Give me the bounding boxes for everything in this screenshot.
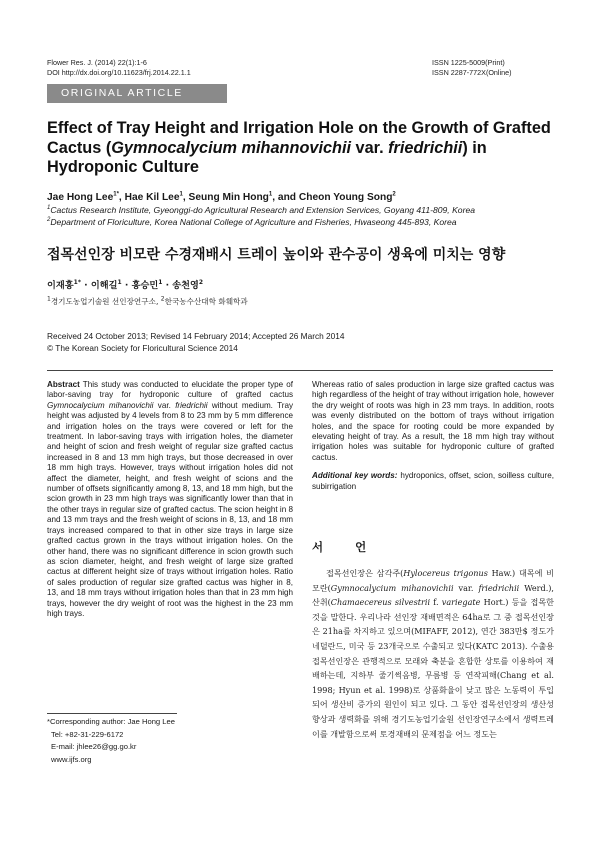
article-dates [47, 330, 567, 354]
intro-text: var. [453, 582, 479, 593]
abstract-variety: friedrichii [175, 400, 208, 410]
author-list [47, 191, 567, 204]
abstract-column-left [47, 380, 293, 619]
abstract-continuation: Whereas ratio of sales production in large size grafted cactus was high regardless of the height of tray without irrigation hole, however the dry weight of roots was high in 23 mm trays. In addition, roots was evenly distributed on the bottom of trays without irrigation holes, and the space for rooting could be more expanded by elevating height of tray. As a result, the 18 mm high tray without irrigation holes was suitable for hydroponic culture of grafted cactus. [312, 380, 554, 462]
affiliations [47, 205, 567, 228]
intro-text: Werd.), 산취( [312, 582, 555, 608]
ko-affiliation-1: 경기도농업기술원 선인장연구소, [50, 297, 161, 306]
author-1-sup: 1* [113, 191, 119, 198]
journal-line: Flower Res. J. (2014) 22(1):1-6 [47, 58, 147, 67]
author-sep: , [182, 192, 189, 203]
author-sep: , [118, 192, 125, 203]
intro-species: Hylocereus trigonus [403, 568, 488, 578]
author-2: Hae Kil Lee [124, 192, 180, 203]
keywords [312, 471, 554, 492]
intro-text: Hort.) 등을 접목한 것을 말한다. 우리나라 선인장 재배면적은 64ha로 그 중 접목선인장은 21ha를 차지하고 있으며(MIFAFF, 2012), 연간 383만$ 정도가 네덜란드, 미국 등 23개국으로 수출되고 있다(KATC 2013). 수출용 접목선인장은 관행적으로 모래와 축분을 혼합한 상토를 이용하여 재배하는데, 지하부 줄기썩음병, 무름병 등 연작피해(Chang et al. 1998; Hyun et al. 1998)로 상품화율이 낮고 많은 노동력이 투입되어 생산비 증가의 원인이 되고 있다. 그 동안 접목선인장의 생산성 향상과 생력화를 위해 경기도농업기술원 선인장연구소에서 생력트레이를 개발함으로써 토경재배의 문제점을 어느 정도는 [312, 597, 554, 739]
affiliation-1-sup: 1 [47, 205, 51, 212]
affiliation-2 [47, 217, 567, 229]
author-1: Jae Hong Lee [47, 192, 114, 203]
keywords-text: hydroponics, offset, scion, soilless culture, subirrigation [312, 471, 554, 491]
ko-author-4: 송천영 [172, 280, 199, 291]
ko-author-sep: · [80, 280, 91, 291]
ko-author-3: 홍승민 [131, 280, 159, 291]
affiliation-1-text: Cactus Research Institute, Gyeonggi-do Agricultural Research and Extension Services, Goyang 411-809, Korea [50, 205, 476, 215]
abstract-text-3: without medium. Tray height was adjusted by 4 levels from 8 to 23 mm by 5 mm difference and irrigation holes on the trays were covered or left for the treatment. In labor-saving trays with irrigation holes, the diameter and height of scion and fresh weight of regular size grafted cactus increased in 8 and 13 mm high trays, but those decreased in over 18 mm high trays. However, trays without irrigation holes did not affect the diameter, height, and fresh weight of scions and the number of offsets significantly among 8, 13, and 18 mm high, but the scion growth in 23 mm high trays was significantly lower than that in the other trays in regular size of grafted cactus. The scion height in 8 and 13 mm trays and the fresh weight of scions in 8, 13, and 18 mm trays increased compared to that in other size trays in large size grafted cactus grown in the trays without irrigation holes. On the other hand, there was no significant difference in scion growth such as scion diameter, height, and fresh weight of large size grafted cactus at different height size of trays without irrigation holes. Ratio of sales production of regular size grafted cactus was higher in 8, 13, and 18 mm trays without irrigation holes than that in 23 mm high trays, however the dry weight of root was the highest in the 23 mm high trays. [47, 400, 294, 618]
ko-affiliation-2: 한국농수산대학 화훼학과 [164, 297, 248, 306]
author-4: Cheon Young Song [298, 192, 393, 203]
ko-author-2-sup: 1 [117, 278, 122, 286]
affiliation-2-text: Department of Floriculture, Korea National College of Agriculture and Fisheries, Hwaseong 445-893, Korea [50, 216, 457, 227]
abstract-species: Gymnocalycium mihanovichii [47, 400, 154, 410]
author-3: Seung Min Hong [188, 192, 269, 203]
author-4-sup: 2 [392, 191, 396, 198]
intro-species: Gymnocalycium mihanovichii [330, 582, 454, 593]
ko-author-sep: · [121, 280, 132, 291]
footnote-divider [47, 713, 177, 714]
author-3-sup: 1 [268, 191, 273, 198]
corresponding-tel: Tel: +82-31-229-6172 [51, 729, 124, 739]
abstract-text-1: This study was conducted to elucidate the proper type of labor-saving tray for hydroponic culture of grafted cactus [47, 380, 293, 400]
korean-affiliations [47, 296, 567, 307]
korean-title: 접목선인장 비모란 수경재배시 트레이 높이와 관수공이 생육에 미치는 영향 [47, 247, 506, 263]
title-variety: friedrichii [388, 138, 463, 157]
affiliation-1 [47, 205, 567, 217]
intro-text: 접목선인장은 삼각주( [326, 568, 404, 578]
section-divider [47, 370, 553, 371]
corresponding-author: *Corresponding author: Jae Hong Lee [47, 717, 175, 726]
ko-affiliation-1-sup: 1 [47, 295, 51, 303]
ko-author-2: 이해길 [90, 280, 118, 291]
intro-text: Haw.) 대목에 비모란( [312, 568, 554, 593]
ko-affiliation-2-sup: 2 [160, 295, 165, 303]
intro-text: f. [430, 597, 442, 608]
title-part3: ) in Hydroponic Culture [47, 138, 487, 176]
intro-heading: 서 언 [312, 540, 381, 554]
article-type-banner: ORIGINAL ARTICLE [47, 84, 227, 103]
title-species: Gymnocalycium mihannovichii [111, 138, 352, 157]
doi-line[interactable]: DOI http://dx.doi.org/10.11623/frj.2014.22.1.1 [47, 68, 191, 77]
author-sep: , and [272, 192, 299, 203]
title-part2: var. [351, 138, 389, 157]
issn-block [432, 58, 550, 78]
ko-author-1: 이재홍 [47, 280, 74, 291]
issn-print: ISSN 1225-5009(Print) [432, 58, 505, 67]
ko-author-sep: · [162, 280, 173, 291]
corresponding-email[interactable]: E-mail: jhlee26@gg.go.kr [51, 742, 137, 751]
title-part1: Effect of Tray Height and Irrigation Hole on the Growth of Grafted Cactus ( [47, 119, 551, 157]
ko-author-4-sup: 2 [198, 278, 204, 286]
korean-author-list [47, 280, 567, 292]
keywords-label: Additional key words: [312, 471, 398, 481]
ko-author-1-sup: 1* [73, 278, 81, 286]
issn-online: ISSN 2287-772X(Online) [432, 68, 512, 77]
abstract-label: Abstract [47, 380, 80, 389]
received-dates: Received 24 October 2013; Revised 14 February 2014; Accepted 26 March 2014 [47, 331, 345, 341]
corresponding-footnote [47, 716, 287, 766]
author-2-sup: 1 [179, 191, 183, 198]
paper-title [47, 119, 557, 178]
journal-website[interactable]: www.ijfs.org [51, 754, 92, 764]
abstract-column-right [312, 380, 554, 492]
intro-paragraph [312, 566, 554, 741]
intro-species: Chamaecereus silvestrii [330, 597, 431, 608]
intro-species: variegate [441, 597, 481, 608]
intro-species: friedrichii [478, 582, 520, 593]
journal-citation [47, 58, 191, 78]
ko-author-3-sup: 1 [158, 278, 163, 286]
affiliation-2-sup: 2 [47, 216, 51, 223]
copyright-line: © The Korean Society for Floricultural Science 2014 [47, 343, 238, 353]
abstract-text-2: var. [153, 400, 176, 410]
